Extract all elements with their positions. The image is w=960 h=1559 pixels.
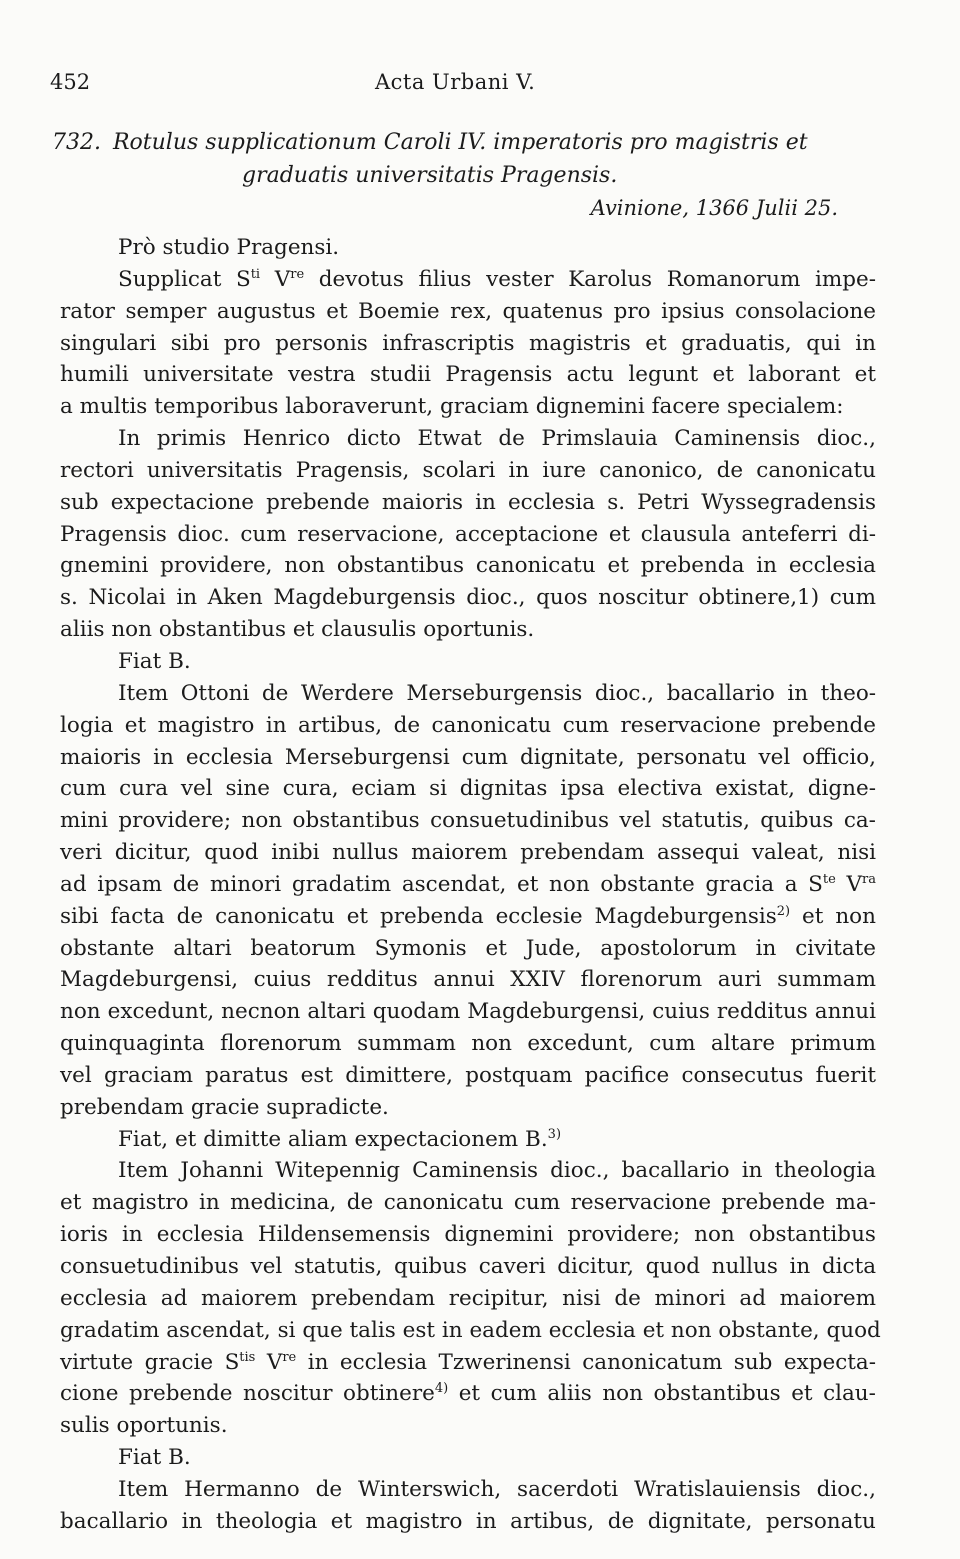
entry-number: 732. [52, 130, 101, 155]
text-line: a multis temporibus laboraverunt, graciam dignemini facere specialem: [60, 394, 844, 420]
text-line: Item Ottoni de Werdere Merseburgensis dioc., bacallario in theo- [118, 680, 877, 706]
text-line: gnemini providere, non obstantibus canonicatu et prebenda in ecclesia [60, 553, 876, 579]
text-line: obstante altari beatorum Symonis et Jude, apostolorum in civitate [60, 935, 877, 961]
text-line: bacallario in theologia et magistro in artibus, de dignitate, personatu [60, 1508, 876, 1534]
text-line: ecclesia ad maiorem prebendam recipitur, nisi de minori ad maiorem [60, 1285, 877, 1311]
text-line: In primis Henrico dicto Etwat de Primslauia Caminensis dioc., [118, 426, 876, 452]
running-title: Acta Urbani V. [375, 70, 536, 94]
text-line: maioris in ecclesia Merseburgensi cum dignitate, personatu vel officio, [60, 744, 877, 770]
text-line: s. Nicolai in Aken Magdeburgensis dioc., quos noscitur obtinere,1) cum [60, 585, 876, 611]
text-line: ioris in ecclesia Hildensemensis dignemini providere; non obstantibus [60, 1222, 876, 1248]
text-line: logia et magistro in artibus, de canonicatu cum reservacione prebende [60, 712, 876, 738]
text-line: vel graciam paratus est dimittere, postquam pacifice consecutus fuerit [60, 1062, 876, 1088]
dateline: Avinione, 1366 Julii 25. [590, 196, 838, 220]
text-line: aliis non obstantibus et clausulis oportunis. [60, 617, 535, 643]
text-line: sulis oportunis. [60, 1413, 228, 1439]
text-line: rectori universitatis Pragensis, scolari in iure canonico, de canonicatu [60, 457, 877, 483]
text-line: cum cura vel sine cura, eciam si dignitas ipsa electiva existat, digne- [60, 776, 876, 802]
text-line: virtute gracie $S^{tis}$ Vre in ecclesia Tzwerinensi canonicatum sub expecta- [60, 1349, 877, 1375]
text-line: Item Johanni Witepennig Caminensis dioc., bacallario in theologia [118, 1158, 876, 1184]
entry-title-line-1 [52, 126, 872, 159]
text-line: sub expectacione prebende maioris in ecclesia s. Petri Wyssegradensis [60, 489, 876, 515]
body-text [60, 232, 881, 1538]
text-line: veri dicitur, quod inibi nullus maiorem prebendam assequi valeat, nisi [60, 840, 877, 866]
text-line: quinquaginta florenorum summam non excedunt, cum altare primum [60, 1031, 876, 1057]
text-line: prebendam gracie supradicte. [60, 1094, 389, 1120]
text-line: ad ipsam de minori gradatim ascendat, et non obstante gracia a $S^{te}$ $V^{ra}$ [60, 871, 876, 897]
page-number: 452 [50, 70, 91, 94]
text-line: Prò studio Pragensi. [118, 235, 340, 260]
text-line: Fiat B. [118, 1445, 191, 1471]
entry-title-text-1: Rotulus supplicationum Caroli IV. imperatoris pro magistris et [112, 130, 808, 155]
text-line: Supplicat $S^{ti}$ Vre devotus filius vester Karolus Romanorum impe- [118, 266, 876, 292]
text-line: singulari sibi pro personis infrascriptis magistris et graduatis, qui in [60, 330, 876, 356]
text-line: rator semper augustus et Boemie rex, quatenus pro ipsius consolacione [60, 298, 876, 324]
entry-heading [52, 126, 872, 192]
text-line: non excedunt, necnon altari quodam Magdeburgensi, cuius redditus annui [60, 999, 877, 1025]
text-line: sibi facta de canonicatu et prebenda ecclesie Magdeburgensis$^{2)}$ et non [60, 903, 876, 929]
text-line: Fiat B. [118, 648, 191, 674]
text-line: et magistro in medicina, de canonicatu cum reservacione prebende ma- [60, 1190, 876, 1216]
entry-title-line-2: graduatis universitatis Pragensis. [242, 163, 618, 188]
text-line: mini providere; non obstantibus consuetudinibus vel statutis, quibus ca- [60, 808, 876, 834]
text-line: humili universitate vestra studii Pragensis actu legunt et laborant et [60, 362, 877, 388]
text-line: gradatim ascendat, si que talis est in eadem ecclesia et non obstante, quod [60, 1317, 881, 1343]
text-line: Pragensis dioc. cum reservacione, acceptacione et clausula anteferri di- [60, 521, 877, 547]
text-line: Magdeburgensi, cuius redditus annui XXIV florenorum auri summam [60, 967, 876, 993]
text-line: consuetudinibus vel statutis, quibus caveri dicitur, quod nullus in dicta [60, 1254, 877, 1279]
text-line: Item Hermanno de Winterswich, sacerdoti Wratislauiensis dioc., [118, 1476, 876, 1502]
text-line: Fiat, et dimitte aliam expectacionem B.$^{3)}$ [118, 1126, 562, 1152]
page-header [50, 70, 900, 104]
text-line: cione prebende noscitur obtinere$^{4)}$ et cum aliis non obstantibus et clau- [60, 1381, 876, 1407]
